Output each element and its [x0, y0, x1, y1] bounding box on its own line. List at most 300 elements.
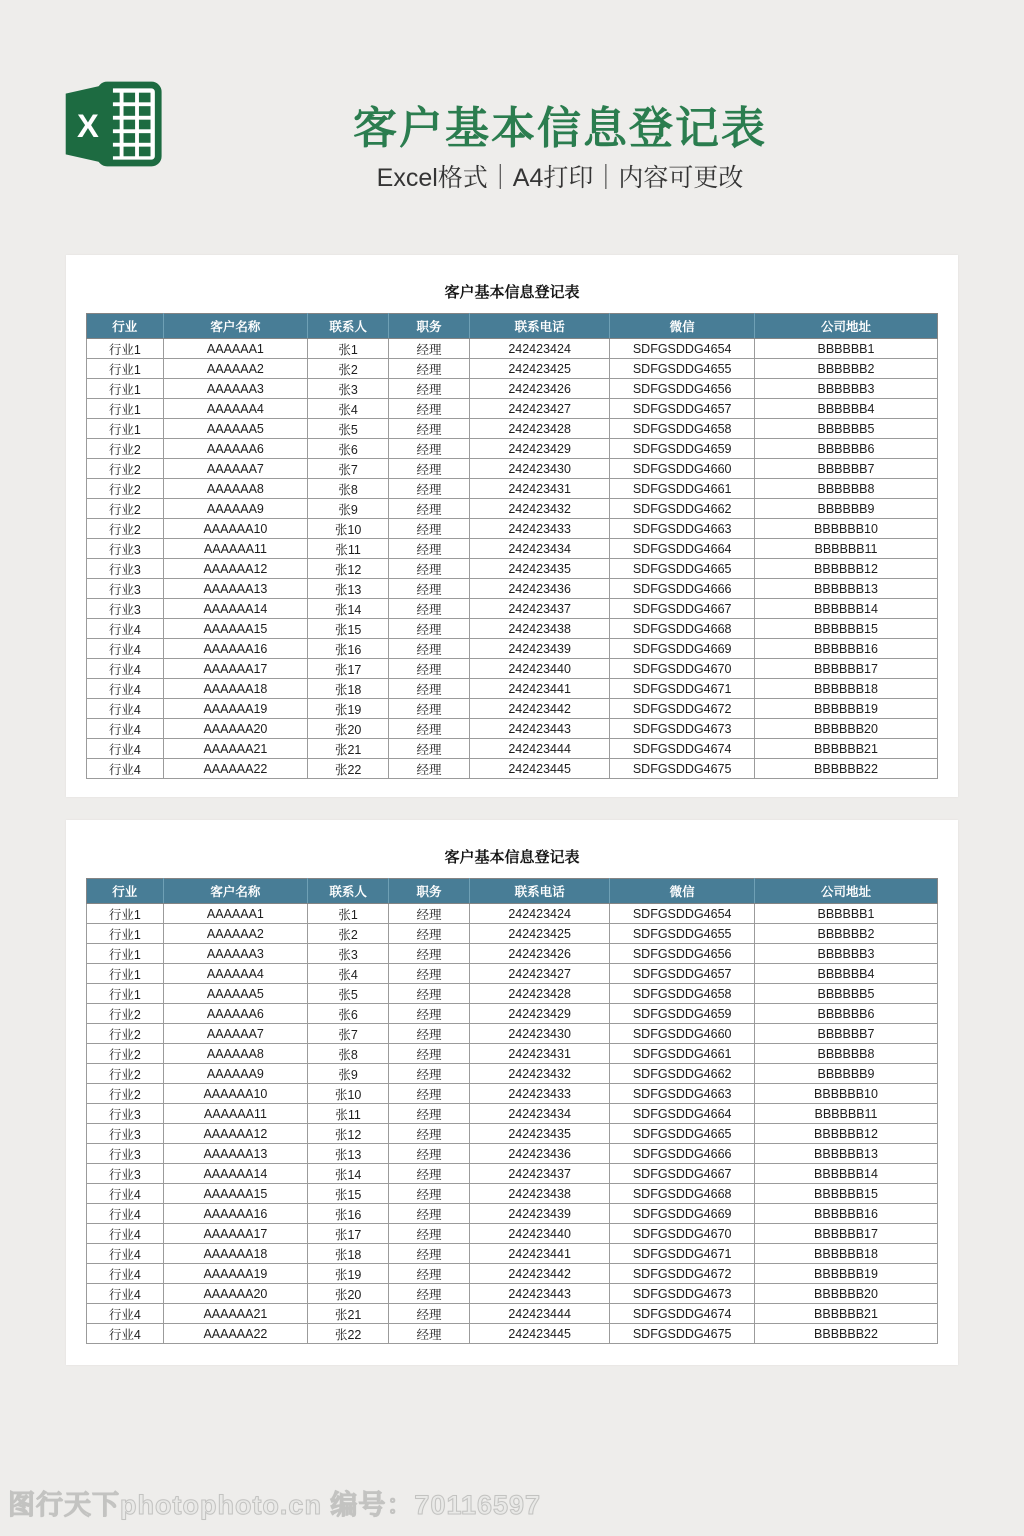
table-row — [87, 1184, 938, 1204]
table-cell: 行业1 — [87, 339, 164, 359]
table-cell: SDFGSDDG4662 — [610, 1064, 755, 1084]
table-cell: 242423437 — [469, 599, 609, 619]
table-body — [87, 904, 938, 1344]
table-cell: SDFGSDDG4659 — [610, 439, 755, 459]
table-cell: 经理 — [389, 639, 470, 659]
table-cell: 242423437 — [469, 1164, 609, 1184]
table-cell: 张18 — [308, 679, 389, 699]
table-cell: AAAAAA22 — [163, 1324, 308, 1344]
table-row — [87, 519, 938, 539]
table-cell: 经理 — [389, 619, 470, 639]
table-title: 客户基本信息登记表 — [444, 849, 580, 866]
table-cell: 张6 — [308, 439, 389, 459]
table-row — [87, 1044, 938, 1064]
table-cell: 张22 — [308, 759, 389, 779]
table-cell: SDFGSDDG4667 — [610, 599, 755, 619]
table-cell: AAAAAA13 — [163, 1144, 308, 1164]
table-cell: 行业2 — [87, 1024, 164, 1044]
table-panel-1 — [66, 255, 958, 797]
table-row — [87, 1244, 938, 1264]
table-cell: 经理 — [389, 1124, 470, 1144]
table-cell: 经理 — [389, 1084, 470, 1104]
table-cell: BBBBBB12 — [754, 1124, 937, 1144]
table-row — [87, 1124, 938, 1144]
table-cell: 张18 — [308, 1244, 389, 1264]
table-cell: 张13 — [308, 579, 389, 599]
table-cell: 242423431 — [469, 1044, 609, 1064]
table-cell: 经理 — [389, 1064, 470, 1084]
table-row — [87, 419, 938, 439]
table-row — [87, 1324, 938, 1344]
table-cell: 行业4 — [87, 719, 164, 739]
table-cell: 242423428 — [469, 419, 609, 439]
table-cell: SDFGSDDG4670 — [610, 659, 755, 679]
table-cell: AAAAAA19 — [163, 1264, 308, 1284]
table-cell: 张19 — [308, 1264, 389, 1284]
table-header — [87, 314, 938, 339]
table-row — [87, 719, 938, 739]
table-cell: AAAAAA2 — [163, 359, 308, 379]
table-cell: AAAAAA21 — [163, 1304, 308, 1324]
table-cell: 行业4 — [87, 739, 164, 759]
table-cell: 行业3 — [87, 599, 164, 619]
table-cell: 经理 — [389, 924, 470, 944]
table-cell: 242423432 — [469, 499, 609, 519]
table-cell: BBBBBB13 — [754, 579, 937, 599]
table-cell: 经理 — [389, 459, 470, 479]
column-header: 行业 — [87, 879, 164, 904]
table-cell: SDFGSDDG4669 — [610, 639, 755, 659]
table-cell: 242423425 — [469, 359, 609, 379]
table-row — [87, 1024, 938, 1044]
table-cell: 经理 — [389, 1244, 470, 1264]
table-cell: 经理 — [389, 1104, 470, 1124]
table-cell: BBBBBB3 — [754, 379, 937, 399]
table-cell: 242423426 — [469, 379, 609, 399]
table-row — [87, 759, 938, 779]
table-cell: SDFGSDDG4656 — [610, 944, 755, 964]
table-row — [87, 1064, 938, 1084]
table-cell: 经理 — [389, 964, 470, 984]
column-header: 联系电话 — [469, 879, 609, 904]
table-cell: 行业4 — [87, 699, 164, 719]
table-cell: 行业4 — [87, 679, 164, 699]
column-header: 微信 — [610, 879, 755, 904]
table-cell: AAAAAA14 — [163, 1164, 308, 1184]
table-cell: BBBBBB4 — [754, 399, 937, 419]
column-header: 行业 — [87, 314, 164, 339]
table-cell: AAAAAA6 — [163, 439, 308, 459]
table-cell: 经理 — [389, 559, 470, 579]
column-header: 职务 — [389, 879, 470, 904]
table-row — [87, 1164, 938, 1184]
table-cell: 行业2 — [87, 1044, 164, 1064]
table-cell: 行业1 — [87, 419, 164, 439]
table-cell: SDFGSDDG4663 — [610, 1084, 755, 1104]
table-cell: AAAAAA20 — [163, 719, 308, 739]
table-cell: 242423439 — [469, 639, 609, 659]
table-row — [87, 1004, 938, 1024]
table-row — [87, 399, 938, 419]
table-cell: 行业1 — [87, 904, 164, 924]
table-cell: 242423434 — [469, 539, 609, 559]
table-cell: 242423424 — [469, 339, 609, 359]
table-cell: 242423425 — [469, 924, 609, 944]
table-cell: AAAAAA1 — [163, 339, 308, 359]
table-row — [87, 339, 938, 359]
table-cell: 张9 — [308, 499, 389, 519]
table-row — [87, 924, 938, 944]
table-cell: 经理 — [389, 699, 470, 719]
table-row — [87, 699, 938, 719]
table-cell: BBBBBB1 — [754, 339, 937, 359]
table-cell: 242423433 — [469, 519, 609, 539]
table-row — [87, 1084, 938, 1104]
table-cell: 行业2 — [87, 499, 164, 519]
table-cell: BBBBBB9 — [754, 499, 937, 519]
table-cell: 张11 — [308, 1104, 389, 1124]
table-cell: AAAAAA15 — [163, 619, 308, 639]
table-cell: 242423428 — [469, 984, 609, 1004]
table-cell: 经理 — [389, 399, 470, 419]
table-row — [87, 479, 938, 499]
table-cell: SDFGSDDG4664 — [610, 1104, 755, 1124]
table-cell: 张21 — [308, 1304, 389, 1324]
table-cell: SDFGSDDG4659 — [610, 1004, 755, 1024]
table-cell: 行业3 — [87, 579, 164, 599]
table-row — [87, 359, 938, 379]
table-cell: SDFGSDDG4658 — [610, 419, 755, 439]
table-cell: 行业2 — [87, 1004, 164, 1024]
table-cell: AAAAAA15 — [163, 1184, 308, 1204]
table-cell: AAAAAA18 — [163, 1244, 308, 1264]
table-row — [87, 439, 938, 459]
table-cell: 行业2 — [87, 459, 164, 479]
table-cell: BBBBBB14 — [754, 1164, 937, 1184]
table-cell: AAAAAA8 — [163, 479, 308, 499]
table-cell: BBBBBB8 — [754, 479, 937, 499]
table-cell: 经理 — [389, 479, 470, 499]
table-panel-2 — [66, 820, 958, 1365]
table-cell: 经理 — [389, 759, 470, 779]
table-cell: BBBBBB19 — [754, 1264, 937, 1284]
table-cell: 242423434 — [469, 1104, 609, 1124]
table-cell: 行业3 — [87, 1164, 164, 1184]
table-cell: 行业1 — [87, 984, 164, 1004]
table-cell: BBBBBB15 — [754, 1184, 937, 1204]
table-cell: 242423440 — [469, 1224, 609, 1244]
table-cell: BBBBBB3 — [754, 944, 937, 964]
table-cell: 242423427 — [469, 399, 609, 419]
table-cell: SDFGSDDG4655 — [610, 924, 755, 944]
customer-table — [86, 313, 938, 779]
table-cell: 经理 — [389, 1304, 470, 1324]
table-cell: AAAAAA22 — [163, 759, 308, 779]
table-cell: 张2 — [308, 359, 389, 379]
table-cell: 242423431 — [469, 479, 609, 499]
table-cell: 经理 — [389, 719, 470, 739]
table-cell: AAAAAA20 — [163, 1284, 308, 1304]
table-cell: 张16 — [308, 1204, 389, 1224]
table-row — [87, 739, 938, 759]
table-cell: BBBBBB11 — [754, 539, 937, 559]
table-row — [87, 499, 938, 519]
table-cell: 经理 — [389, 1224, 470, 1244]
table-cell: SDFGSDDG4661 — [610, 479, 755, 499]
table-cell: 张20 — [308, 1284, 389, 1304]
table-cell: SDFGSDDG4660 — [610, 1024, 755, 1044]
table-cell: 行业1 — [87, 964, 164, 984]
table-header-row — [87, 314, 938, 339]
table-cell: SDFGSDDG4655 — [610, 359, 755, 379]
table-cell: 张17 — [308, 1224, 389, 1244]
watermark: 图行天下photophoto.cn 编号：70116597 — [8, 1490, 542, 1520]
table-cell: SDFGSDDG4661 — [610, 1044, 755, 1064]
table-cell: 张3 — [308, 944, 389, 964]
table-cell: BBBBBB4 — [754, 964, 937, 984]
table-cell: 242423435 — [469, 1124, 609, 1144]
table-cell: 张7 — [308, 1024, 389, 1044]
table-cell: 行业2 — [87, 479, 164, 499]
table-cell: 经理 — [389, 439, 470, 459]
table-cell: AAAAAA9 — [163, 499, 308, 519]
table-cell: 经理 — [389, 679, 470, 699]
table-cell: BBBBBB11 — [754, 1104, 937, 1124]
table-cell: 242423424 — [469, 904, 609, 924]
table-cell: BBBBBB22 — [754, 1324, 937, 1344]
table-cell: 经理 — [389, 1044, 470, 1064]
column-header: 微信 — [610, 314, 755, 339]
table-cell: 张10 — [308, 1084, 389, 1104]
table-cell: AAAAAA16 — [163, 1204, 308, 1224]
table-cell: BBBBBB14 — [754, 599, 937, 619]
table-cell: 张10 — [308, 519, 389, 539]
table-cell: BBBBBB7 — [754, 1024, 937, 1044]
table-cell: 242423426 — [469, 944, 609, 964]
table-cell: AAAAAA5 — [163, 419, 308, 439]
table-cell: 张2 — [308, 924, 389, 944]
table-cell: AAAAAA19 — [163, 699, 308, 719]
table-cell: 张19 — [308, 699, 389, 719]
column-header: 客户名称 — [163, 314, 308, 339]
table-cell: 经理 — [389, 1184, 470, 1204]
table-cell: 行业1 — [87, 399, 164, 419]
table-cell: 经理 — [389, 944, 470, 964]
table-cell: BBBBBB22 — [754, 759, 937, 779]
table-cell: 行业3 — [87, 539, 164, 559]
table-row — [87, 1264, 938, 1284]
table-cell: AAAAAA7 — [163, 459, 308, 479]
table-cell: AAAAAA14 — [163, 599, 308, 619]
table-cell: 经理 — [389, 1024, 470, 1044]
page-subtitle: Excel格式｜A4打印｜内容可更改 — [376, 164, 744, 192]
table-row — [87, 459, 938, 479]
table-cell: 242423442 — [469, 1264, 609, 1284]
table-cell: SDFGSDDG4673 — [610, 719, 755, 739]
table-cell: SDFGSDDG4675 — [610, 759, 755, 779]
table-cell: SDFGSDDG4657 — [610, 399, 755, 419]
table-cell: 经理 — [389, 1164, 470, 1184]
table-cell: AAAAAA10 — [163, 519, 308, 539]
table-cell: 242423442 — [469, 699, 609, 719]
table-cell: AAAAAA12 — [163, 559, 308, 579]
table-cell: 242423438 — [469, 1184, 609, 1204]
table-cell: 经理 — [389, 659, 470, 679]
table-cell: AAAAAA3 — [163, 944, 308, 964]
table-cell: 经理 — [389, 1264, 470, 1284]
table-row — [87, 984, 938, 1004]
table-cell: 经理 — [389, 984, 470, 1004]
table-cell: SDFGSDDG4675 — [610, 1324, 755, 1344]
table-cell: BBBBBB2 — [754, 359, 937, 379]
table-cell: SDFGSDDG4665 — [610, 559, 755, 579]
table-cell: AAAAAA11 — [163, 1104, 308, 1124]
table-cell: BBBBBB17 — [754, 1224, 937, 1244]
table-cell: BBBBBB10 — [754, 1084, 937, 1104]
table-cell: 张4 — [308, 964, 389, 984]
table-cell: SDFGSDDG4668 — [610, 619, 755, 639]
table-row — [87, 1304, 938, 1324]
table-cell: 经理 — [389, 904, 470, 924]
table-cell: 经理 — [389, 1144, 470, 1164]
table-cell: BBBBBB8 — [754, 1044, 937, 1064]
table-cell: AAAAAA8 — [163, 1044, 308, 1064]
table-cell: 张9 — [308, 1064, 389, 1084]
table-cell: 行业4 — [87, 1244, 164, 1264]
table-cell: SDFGSDDG4674 — [610, 739, 755, 759]
table-cell: 经理 — [389, 359, 470, 379]
table-cell: 张11 — [308, 539, 389, 559]
table-cell: BBBBBB20 — [754, 1284, 937, 1304]
table-cell: 242423427 — [469, 964, 609, 984]
table-cell: 行业1 — [87, 379, 164, 399]
table-cell: 张1 — [308, 904, 389, 924]
table-row — [87, 1284, 938, 1304]
table-cell: 242423429 — [469, 439, 609, 459]
table-cell: SDFGSDDG4667 — [610, 1164, 755, 1184]
table-cell: SDFGSDDG4671 — [610, 679, 755, 699]
table-cell: 经理 — [389, 419, 470, 439]
table-cell: 行业2 — [87, 1084, 164, 1104]
table-cell: BBBBBB18 — [754, 1244, 937, 1264]
table-cell: 行业4 — [87, 639, 164, 659]
table-cell: AAAAAA18 — [163, 679, 308, 699]
table-cell: AAAAAA17 — [163, 1224, 308, 1244]
table-cell: SDFGSDDG4662 — [610, 499, 755, 519]
table-cell: 行业2 — [87, 1064, 164, 1084]
table-title: 客户基本信息登记表 — [444, 284, 580, 301]
table-cell: 242423429 — [469, 1004, 609, 1024]
table-row — [87, 639, 938, 659]
table-cell: BBBBBB21 — [754, 739, 937, 759]
table-cell: SDFGSDDG4668 — [610, 1184, 755, 1204]
table-cell: BBBBBB1 — [754, 904, 937, 924]
table-cell: AAAAAA17 — [163, 659, 308, 679]
table-cell: AAAAAA5 — [163, 984, 308, 1004]
table-row — [87, 559, 938, 579]
column-header: 联系电话 — [469, 314, 609, 339]
table-cell: 242423441 — [469, 1244, 609, 1264]
table-cell: 经理 — [389, 1324, 470, 1344]
table-row — [87, 579, 938, 599]
table-cell: SDFGSDDG4663 — [610, 519, 755, 539]
table-cell: 张14 — [308, 1164, 389, 1184]
table-cell: 242423443 — [469, 719, 609, 739]
table-cell: AAAAAA3 — [163, 379, 308, 399]
table-body — [87, 339, 938, 779]
table-cell: AAAAAA6 — [163, 1004, 308, 1024]
table-row — [87, 659, 938, 679]
table-cell: 242423436 — [469, 579, 609, 599]
table-cell: 张16 — [308, 639, 389, 659]
table-cell: 经理 — [389, 379, 470, 399]
table-cell: SDFGSDDG4666 — [610, 1144, 755, 1164]
svg-text:X: X — [76, 107, 99, 145]
column-header: 公司地址 — [754, 879, 937, 904]
table-cell: 经理 — [389, 499, 470, 519]
table-cell: 行业4 — [87, 759, 164, 779]
table-cell: 张1 — [308, 339, 389, 359]
table-cell: SDFGSDDG4660 — [610, 459, 755, 479]
table-cell: 行业1 — [87, 944, 164, 964]
table-cell: 张12 — [308, 1124, 389, 1144]
table-cell: 行业4 — [87, 1264, 164, 1284]
table-cell: 242423443 — [469, 1284, 609, 1304]
column-header: 客户名称 — [163, 879, 308, 904]
table-cell: 行业3 — [87, 1104, 164, 1124]
table-cell: SDFGSDDG4672 — [610, 699, 755, 719]
table-cell: SDFGSDDG4658 — [610, 984, 755, 1004]
table-cell: 张13 — [308, 1144, 389, 1164]
table-cell: BBBBBB17 — [754, 659, 937, 679]
table-row — [87, 964, 938, 984]
table-cell: AAAAAA21 — [163, 739, 308, 759]
table-row — [87, 1224, 938, 1244]
table-row — [87, 1144, 938, 1164]
table-cell: AAAAAA13 — [163, 579, 308, 599]
customer-table — [86, 878, 938, 1344]
table-row — [87, 944, 938, 964]
table-cell: 242423445 — [469, 759, 609, 779]
table-cell: BBBBBB12 — [754, 559, 937, 579]
table-cell: AAAAAA4 — [163, 964, 308, 984]
table-cell: 行业1 — [87, 924, 164, 944]
table-cell: BBBBBB18 — [754, 679, 937, 699]
table-cell: 242423430 — [469, 459, 609, 479]
table-cell: 242423432 — [469, 1064, 609, 1084]
table-cell: 经理 — [389, 1204, 470, 1224]
table-cell: BBBBBB9 — [754, 1064, 937, 1084]
table-cell: 行业4 — [87, 1284, 164, 1304]
table-cell: AAAAAA10 — [163, 1084, 308, 1104]
table-row — [87, 619, 938, 639]
table-cell: BBBBBB5 — [754, 984, 937, 1004]
table-cell: BBBBBB21 — [754, 1304, 937, 1324]
table-cell: 行业4 — [87, 1324, 164, 1344]
table-cell: AAAAAA16 — [163, 639, 308, 659]
table-cell: BBBBBB2 — [754, 924, 937, 944]
table-cell: SDFGSDDG4664 — [610, 539, 755, 559]
table-cell: BBBBBB7 — [754, 459, 937, 479]
table-cell: 张20 — [308, 719, 389, 739]
table-cell: 张22 — [308, 1324, 389, 1344]
table-row — [87, 599, 938, 619]
table-row — [87, 539, 938, 559]
table-cell: BBBBBB15 — [754, 619, 937, 639]
table-cell: 张15 — [308, 1184, 389, 1204]
table-cell: BBBBBB6 — [754, 1004, 937, 1024]
table-cell: BBBBBB20 — [754, 719, 937, 739]
